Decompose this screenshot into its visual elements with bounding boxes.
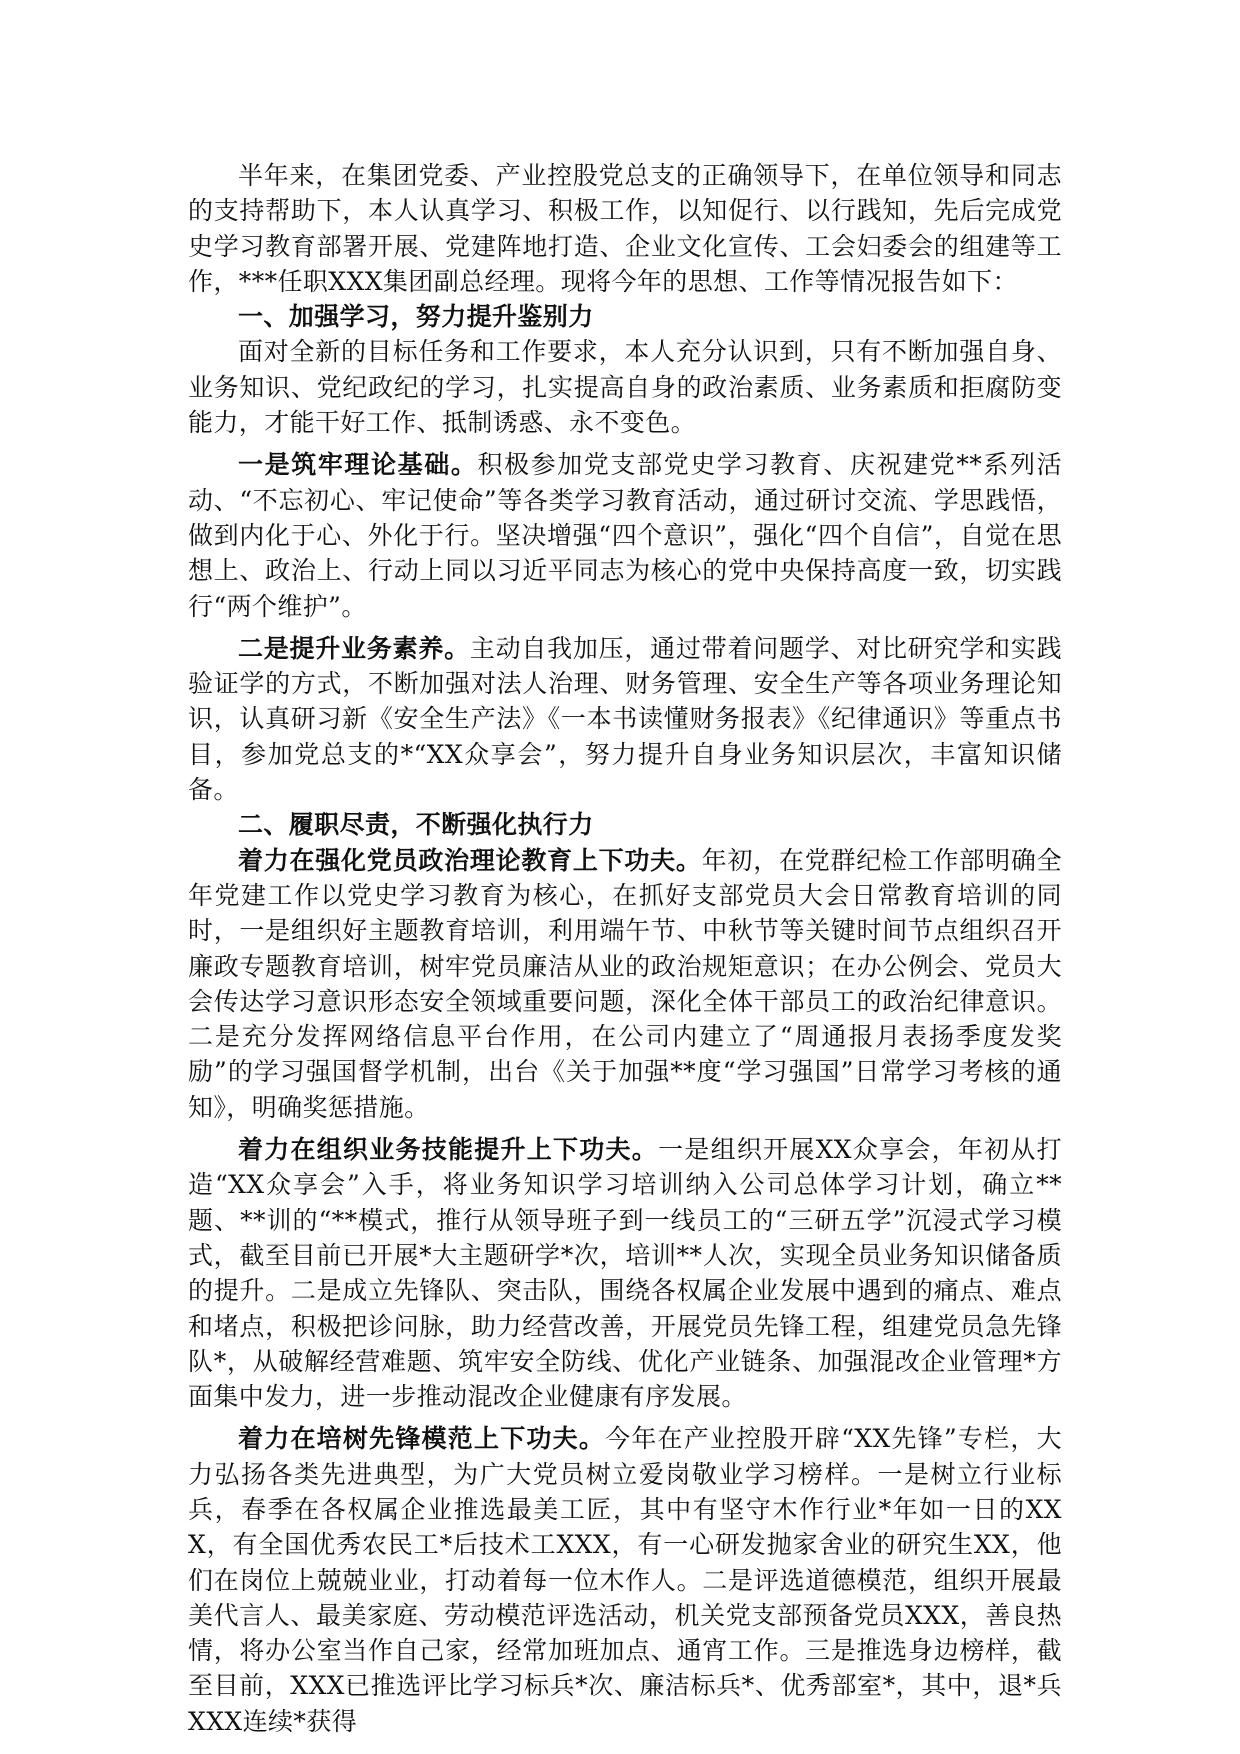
item-text: 主动自我加压，通过带着问题学、对比研究学和实践验证学的方式，不断加强对法人治理、财务管理、安全生产等各项业务理论知识，认真研习新《安全生产法》《一本书读懂财务报表》《纪律通识》等重点书目，参加党总支的*“XX众享会”，努力提升自身业务知识层次，丰富知识储备。 (188, 633, 1063, 805)
item-lead: 着力在组织业务技能提升上下功夫。 (238, 1135, 659, 1165)
document-body (188, 158, 1062, 1739)
section-1-item-1 (188, 447, 1062, 623)
section-2-item-2 (188, 1132, 1062, 1414)
item-text: 积极参加党支部党史学习教育、庆祝建党**系列活动、“不忘初心、牢记使命”等各类学习教育活动，通过研讨交流、学思践悟，做到内化于心、外化于行。坚决增强“四个意识”，强化“四个自信”，自觉在思想上、政治上、行动上同以习近平同志为核心的党中央保持高度一致，切实践行“两个维护”。 (188, 450, 1063, 621)
item-text: 今年在产业控股开辟“XX先锋”专栏，大力弘扬各类先进典型，为广大党员树立爱岗敬业学习榜样。一是树立行业标兵，春季在各权属企业推选最美工匠，其中有坚守木作行业*年如一日的XXX，有全国优秀农民工*后技术工XXX，有一心研发抛家舍业的研究生XX，他们在岗位上兢兢业业，打动着每一位木作人。二是评选道德模范，组织开展最美代言人、最美家庭、劳动模范评选活动，机关党支部预备党员XXX，善良热情，将办公室当作自己家，经常加班加点、通宵工作。三是推选身边榜样，截至目前，XXX已推选评比学习标兵*次、廉洁标兵*、优秀部室*，其中，退*兵XXX连续*获得 (188, 1424, 1062, 1736)
section-1-intro: 面对全新的目标任务和工作要求，本人充分认识到，只有不断加强自身、业务知识、党纪政纪的学习，扎实提高自身的政治素质、业务素质和拒腐防变能力，才能干好工作、抵制诱惑、永不变色。 (188, 337, 1062, 438)
item-text: 一是组织开展XX众享会，年初从打造“XX众享会”入手，将业务知识学习培训纳入公司总体学习计划，确立**题、**训的“**模式，推行从领导班子到一线员工的“三研五学”沉浸式学习模式，截至目前已开展*大主题研学*次，培训**人次，实现全员业务知识储备质的提升。二是成立先锋队、突击队，围绕各权属企业发展中遇到的痛点、难点和堵点，积极把诊问脉，助力经营改善，开展党员先锋工程，组建党员急先锋队*，从破解经营难题、筑牢安全防线、优化产业链条、加强混改企业管理*方面集中发力，进一步推动混改企业健康有序发展。 (188, 1135, 1063, 1412)
item-lead: 着力在培树先锋模范上下功夫。 (238, 1424, 606, 1454)
section-2-item-3 (188, 1421, 1062, 1739)
section-2-heading: 二、履职尽责，不断强化执行力 (238, 810, 594, 840)
item-text: 年初，在党群纪检工作部明确全年党建工作以党史学习教育为核心，在抓好支部党员大会日常教育培训的同时，一是组织好主题教育培训，利用端午节、中秋节等关键时间节点组织召开廉政专题教育培训，树牢党员廉洁从业的政治规矩意识；在办公例会、党员大会传达学习意识形态安全领域重要问题，深化全体干部员工的政治纪律意识。二是充分发挥网络信息平台作用，在公司内建立了“周通报月表扬季度发奖励”的学习强国督学机制，出台《关于加强**度“学习强国”日常学习考核的通知》，明确奖惩措施。 (188, 845, 1062, 1122)
section-2-item-1 (188, 843, 1062, 1125)
item-lead: 一是筑牢理论基础。 (238, 450, 478, 480)
section-1-heading: 一、加强学习，努力提升鉴别力 (238, 302, 594, 332)
intro-paragraph: 半年来，在集团党委、产业控股党总支的正确领导下，在单位领导和同志的支持帮助下，本人认真学习、积极工作，以知促行、以行践知，先后完成党史学习教育部署开展、党建阵地打造、企业文化宣传、工会妇委会的组建等工作，***任职XXX集团副总经理。现将今年的思想、工作等情况报告如下： (188, 161, 1062, 296)
item-lead: 二是提升业务素养。 (238, 633, 470, 663)
section-1-item-2 (188, 631, 1062, 807)
item-lead: 着力在强化党员政治理论教育上下功夫。 (238, 845, 702, 875)
